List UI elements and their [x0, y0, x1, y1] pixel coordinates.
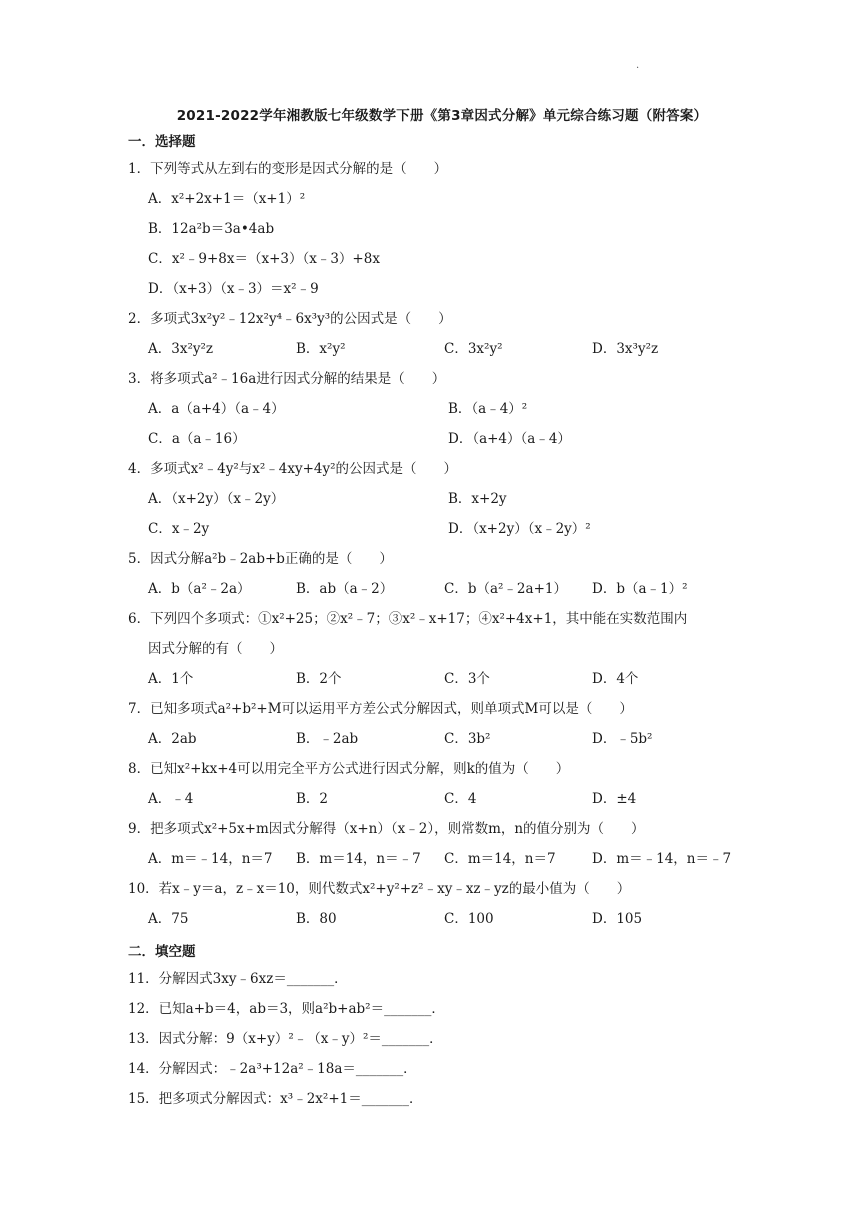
option: A．2ab [148, 731, 197, 747]
fill-question: 14．分解因式：﹣2a³+12a²﹣18a＝_______． [128, 1061, 417, 1077]
option: D．4个 [592, 671, 639, 687]
options-row [128, 484, 748, 514]
option: D．105 [592, 911, 643, 927]
option: C．x﹣2y [148, 521, 210, 537]
option: A．b（a²﹣2a） [148, 581, 251, 597]
option: A．﹣4 [148, 791, 194, 807]
option: C．3b² [444, 731, 491, 747]
options-row [128, 334, 748, 364]
option: D．（x+3）（x﹣3）＝x²﹣9 [148, 281, 319, 297]
question-stem: 8．已知x²+kx+4可以用完全平方公式进行因式分解，则k的值为（ ） [128, 761, 570, 777]
section-heading-choice: 一．选择题 [128, 134, 196, 150]
fill-question: 15．把多项式分解因式：x³﹣2x²+1＝_______． [128, 1091, 423, 1107]
options-row [128, 724, 748, 754]
options-row [128, 574, 748, 604]
option: C．b（a²﹣2a+1） [444, 581, 567, 597]
option: A．m＝﹣14，n＝7 [148, 851, 273, 867]
fill-question: 11．分解因式3xy﹣6xz＝_______． [128, 971, 348, 987]
option: D．（x+2y）（x﹣2y）² [448, 521, 591, 537]
options-row [128, 514, 748, 544]
option: D．±4 [592, 791, 637, 807]
option: A．（x+2y）（x﹣2y） [148, 491, 285, 507]
option: A．75 [148, 911, 189, 927]
options-row [128, 784, 748, 814]
option: B．x+2y [448, 491, 507, 507]
option: D．（a+4）（a﹣4） [448, 431, 571, 447]
option: C．a（a﹣16） [148, 431, 246, 447]
option: B．2 [296, 791, 329, 807]
options-row [128, 904, 748, 934]
option: B．12a²b＝3a•4ab [148, 221, 275, 237]
option: D．m＝﹣14，n＝﹣7 [592, 851, 732, 867]
question-stem-continued: 因式分解的有（ ） [148, 641, 283, 657]
option: C．100 [444, 911, 494, 927]
fill-question: 12．已知a+b＝4，ab＝3，则a²b+ab²＝_______． [128, 1001, 445, 1017]
question-stem: 9．把多项式x²+5x+m因式分解得（x+n）（x﹣2），则常数m，n的值分别为（ ） [128, 821, 645, 837]
options-row [128, 424, 748, 454]
option: C．3个 [444, 671, 490, 687]
fill-question: 13．因式分解：9（x+y）²﹣（x﹣y）²＝_______． [128, 1031, 443, 1047]
option: B．m＝14，n＝﹣7 [296, 851, 421, 867]
option: B．（a﹣4）² [448, 401, 528, 417]
question-stem: 4．多项式x²﹣4y²与x²﹣4xy+4y²的公因式是（ ） [128, 461, 458, 477]
page-title: 2021-2022学年湘教版七年级数学下册《第3章因式分解》单元综合练习题（附答案） [176, 108, 708, 124]
options-row [128, 394, 748, 424]
option: A．a（a+4）（a﹣4） [148, 401, 285, 417]
option: B．80 [296, 911, 337, 927]
option: B．2个 [296, 671, 342, 687]
option: D．3x³y²z [592, 341, 659, 357]
question-stem: 7．已知多项式a²+b²+M可以运用平方差公式分解因式，则单项式M可以是（ ） [128, 701, 633, 717]
option: C．4 [444, 791, 477, 807]
question-stem: 5．因式分解a²b﹣2ab+b正确的是（ ） [128, 551, 393, 567]
option: C．3x²y² [444, 341, 503, 357]
question-stem: 10．若x﹣y＝a，z﹣x＝10，则代数式x²+y²+z²﹣xy﹣xz﹣yz的最小值为（ ） [128, 881, 631, 897]
option: B．﹣2ab [296, 731, 359, 747]
option: C．m＝14，n＝7 [444, 851, 556, 867]
option: A．1个 [148, 671, 194, 687]
option: B．x²y² [296, 341, 346, 357]
option: C．x²﹣9+8x＝（x+3）（x﹣3）+8x [148, 251, 380, 267]
question-stem: 2．多项式3x²y²﹣12x²y⁴﹣6x³y³的公因式是（ ） [128, 311, 452, 327]
corner-mark: . [636, 60, 640, 71]
option: D．﹣5b² [592, 731, 653, 747]
option: A．x²+2x+1＝（x+1）² [148, 191, 306, 207]
question-stem: 3．将多项式a²﹣16a进行因式分解的结果是（ ） [128, 371, 446, 387]
question-stem: 6．下列四个多项式：①x²+25；②x²﹣7；③x²﹣x+17；④x²+4x+1，其中能在实数范围内 [128, 611, 688, 627]
worksheet [128, 104, 748, 1114]
options-row [128, 844, 748, 874]
options-row [128, 664, 748, 694]
option: B．ab（a﹣2） [296, 581, 394, 597]
option: A．3x²y²z [148, 341, 214, 357]
section-heading-fill: 二．填空题 [128, 944, 196, 960]
question-stem: 1．下列等式从左到右的变形是因式分解的是（ ） [128, 161, 448, 177]
option: D．b（a﹣1）² [592, 581, 688, 597]
